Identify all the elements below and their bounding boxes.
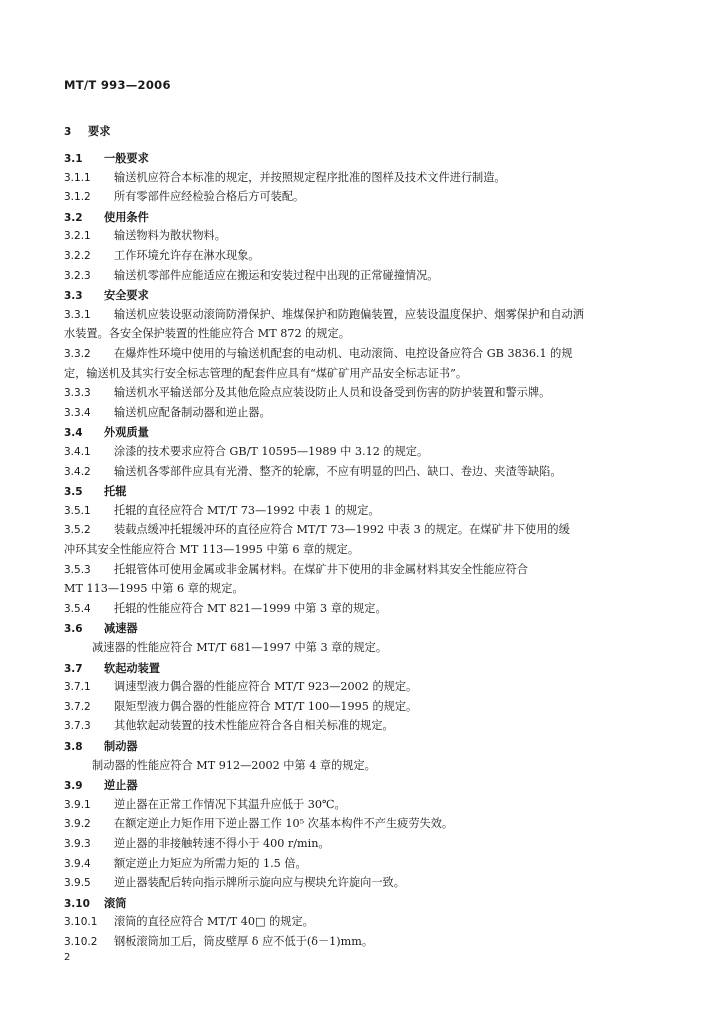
clause-line (64, 798, 346, 812)
clause-line (92, 759, 376, 773)
clause-text: 涂漆的技术要求应符合 GB/T 10595—1989 中 3.12 的规定。 (114, 445, 429, 458)
clause-number: 3.4.2 (64, 465, 91, 478)
clause-text: 水装置。各安全保护装置的性能应符合 MT 872 的规定。 (64, 327, 350, 341)
clause-text: 制动器的性能应符合 MT 912—2002 中第 4 章的规定。 (92, 758, 376, 772)
clause-line (64, 386, 550, 400)
clause-number: 3.4.1 (64, 446, 91, 458)
clause-number: 3.3.3 (64, 387, 91, 400)
clause-number: 3.9.3 (64, 838, 91, 850)
clause-line (64, 406, 271, 420)
clause-line (64, 523, 570, 537)
clause-text: 制动器 (104, 739, 138, 753)
clause-text: 调速型液力偶合器的性能应符合 MT/T 923—2002 的规定。 (114, 680, 418, 694)
section-title: 要求 (88, 124, 111, 138)
clause-text: 所有零部件应经检验合格后方可装配。 (114, 190, 305, 204)
clause-heading (64, 896, 126, 911)
clause-text: 托辊 (104, 484, 127, 499)
clause-line (64, 327, 350, 341)
clause-text: 装载点缓冲托辊缓冲环的直径应符合 MT/T 73—1992 中表 3 的规定。在煤矿井下使用的缓 (114, 523, 570, 537)
clause-text: 逆止器的非接触转速不得小于 400 r/min。 (114, 837, 330, 850)
clause-text: 减速器 (104, 621, 138, 636)
clause-line (64, 229, 226, 243)
clause-number: 3.1.2 (64, 191, 91, 204)
clause-text: 使用条件 (104, 209, 149, 224)
clause-line (64, 543, 359, 557)
clause-text: 输送机应装设驱动滚筒防滑保护、堆煤保护和防跑偏装置，应装设温度保护、烟雾保护和自动洒 (114, 307, 584, 321)
clause-text: 其他软起动装置的技术性能应符合各自相关标准的规定。 (114, 719, 394, 733)
clause-line (64, 367, 467, 381)
clause-text: 输送机应配备制动器和逆止器。 (114, 405, 271, 419)
clause-text: 冲环其安全性能应符合 MT 113—1995 中第 6 章的规定。 (64, 543, 360, 556)
clause-line (64, 269, 438, 283)
clause-heading (64, 778, 138, 793)
clause-text: MT 113—1995 中第 6 章的规定。 (64, 582, 244, 596)
clause-number: 3.9.4 (64, 857, 91, 870)
clause-number: 3.7.1 (64, 681, 91, 694)
clause-number: 3.5.4 (64, 602, 91, 615)
clause-number: 3.9 (64, 780, 83, 793)
clause-number: 3.5 (64, 486, 83, 499)
clause-heading (64, 739, 138, 754)
clause-text: 逆止器 (104, 778, 138, 793)
clause-line (64, 308, 584, 322)
clause-line (64, 445, 428, 459)
clause-number: 3.2.1 (64, 230, 91, 243)
clause-text: 安全要求 (104, 288, 149, 303)
clause-number: 3.9.5 (64, 877, 91, 890)
clause-heading (64, 151, 149, 166)
clause-text: 滚筒的直径应符合 MT/T 40□ 的规定。 (114, 915, 314, 929)
clause-text: 在爆炸性环境中使用的与输送机配套的电动机、电动滚筒、电控设备应符合 GB 3836.1 的规 (114, 347, 573, 360)
clause-number: 3.7.3 (64, 720, 91, 733)
clause-text: 外观质量 (104, 425, 149, 440)
clause-heading (64, 661, 160, 676)
clause-line (64, 582, 244, 596)
clause-line (64, 700, 417, 714)
clause-text: 托辊的性能应符合 MT 821—1999 中第 3 章的规定。 (114, 601, 387, 615)
clause-heading (64, 484, 126, 499)
clause-line (64, 935, 373, 949)
clause-text: 托辊管体可使用金属或非金属材料。在煤矿井下使用的非金属材料其安全性能应符合 (114, 562, 528, 576)
clause-number: 3.9.2 (64, 818, 91, 831)
document-header: MT/T 993—2006 (64, 78, 171, 92)
clause-number: 3.8 (64, 741, 83, 753)
clause-line (64, 680, 417, 694)
clause-number: 3.10.2 (64, 936, 98, 948)
clause-heading (64, 210, 149, 225)
clause-line (64, 190, 304, 204)
clause-text: 逆止器在正常工作情况下其温升应低于 30℃。 (114, 797, 346, 811)
clause-text: 限矩型液力偶合器的性能应符合 MT/T 100—1995 的规定。 (114, 699, 418, 713)
clause-text: 一般要求 (104, 151, 149, 165)
clause-number: 3.3.2 (64, 348, 91, 360)
clause-text: 定，输送机及其实行安全标志管理的配套件应具有“煤矿矿用产品安全标志证书”。 (64, 366, 468, 380)
clause-text: 输送物料为散状物料。 (114, 229, 226, 243)
clause-heading (64, 621, 138, 636)
clause-text: 输送机应符合本标准的规定，并按照规定程序批准的图样及技术文件进行制造。 (114, 170, 506, 184)
clause-line (64, 465, 562, 479)
clause-number: 3.3.4 (64, 406, 91, 419)
clause-number: 3.6 (64, 623, 83, 636)
clause-text: 托辊的直径应符合 MT/T 73—1992 中表 1 的规定。 (114, 503, 380, 517)
clause-text: 钢板滚筒加工后，筒皮壁厚 δ 应不低于(δ－1)mm。 (114, 935, 374, 948)
clause-text: 输送机各零部件应具有光滑、整齐的轮廓，不应有明显的凹凸、缺口、卷边、夹渣等缺陷。 (114, 464, 562, 478)
section-number: 3 (64, 126, 72, 138)
clause-number: 3.10.1 (64, 916, 98, 929)
clause-line (64, 249, 259, 263)
clause-heading (64, 288, 149, 303)
clause-line (64, 876, 405, 890)
clause-text: 减速器的性能应符合 MT/T 681—1997 中第 3 章的规定。 (92, 641, 388, 654)
clause-number: 3.2 (64, 211, 83, 224)
clause-number: 3.5.1 (64, 504, 91, 517)
clause-number: 3.4 (64, 427, 83, 440)
clause-number: 3.2.3 (64, 269, 91, 282)
clause-text: 滚筒 (104, 895, 127, 910)
clause-line (64, 171, 506, 185)
clause-number: 3.5.3 (64, 563, 91, 576)
clause-text: 输送机水平输送部分及其他危险点应装设防止人员和设备受到伤害的防护装置和警示牌。 (114, 386, 551, 400)
clause-heading (64, 425, 149, 440)
clause-line (64, 347, 573, 361)
clause-text: 逆止器装配后转向指示牌所示旋向应与楔块允许旋向一致。 (114, 876, 405, 890)
section-heading (64, 124, 110, 139)
clause-number: 3.1.1 (64, 171, 91, 184)
clause-number: 3.7.2 (64, 700, 91, 713)
clause-line (64, 719, 394, 733)
clause-line (92, 641, 387, 655)
clause-number: 3.7 (64, 662, 83, 675)
clause-text: 工作环境允许存在淋水现象。 (114, 249, 260, 262)
clause-line (64, 857, 307, 871)
clause-number: 3.5.2 (64, 524, 91, 537)
clause-line (64, 915, 314, 929)
clause-number: 3.10 (64, 897, 90, 910)
clause-number: 3.3 (64, 290, 83, 303)
clause-number: 3.1 (64, 153, 83, 165)
clause-line (64, 504, 380, 518)
clause-number: 3.2.2 (64, 250, 91, 262)
clause-line (64, 837, 330, 851)
clause-text: 额定逆止力矩应为所需力矩的 1.5 倍。 (114, 856, 307, 870)
clause-number: 3.3.1 (64, 308, 91, 321)
clause-text: 软起动装置 (104, 660, 160, 675)
clause-text: 输送机零部件应能适应在搬运和安装过程中出现的正常碰撞情况。 (114, 268, 439, 282)
clause-line (64, 817, 453, 831)
clause-line (64, 602, 387, 616)
clause-text: 在额定逆止力矩作用下逆止器工作 10⁵ 次基本构件不产生疲劳失效。 (114, 817, 454, 831)
clause-number: 3.9.1 (64, 798, 91, 811)
clause-line (64, 563, 528, 577)
page-number: 2 (64, 952, 71, 963)
